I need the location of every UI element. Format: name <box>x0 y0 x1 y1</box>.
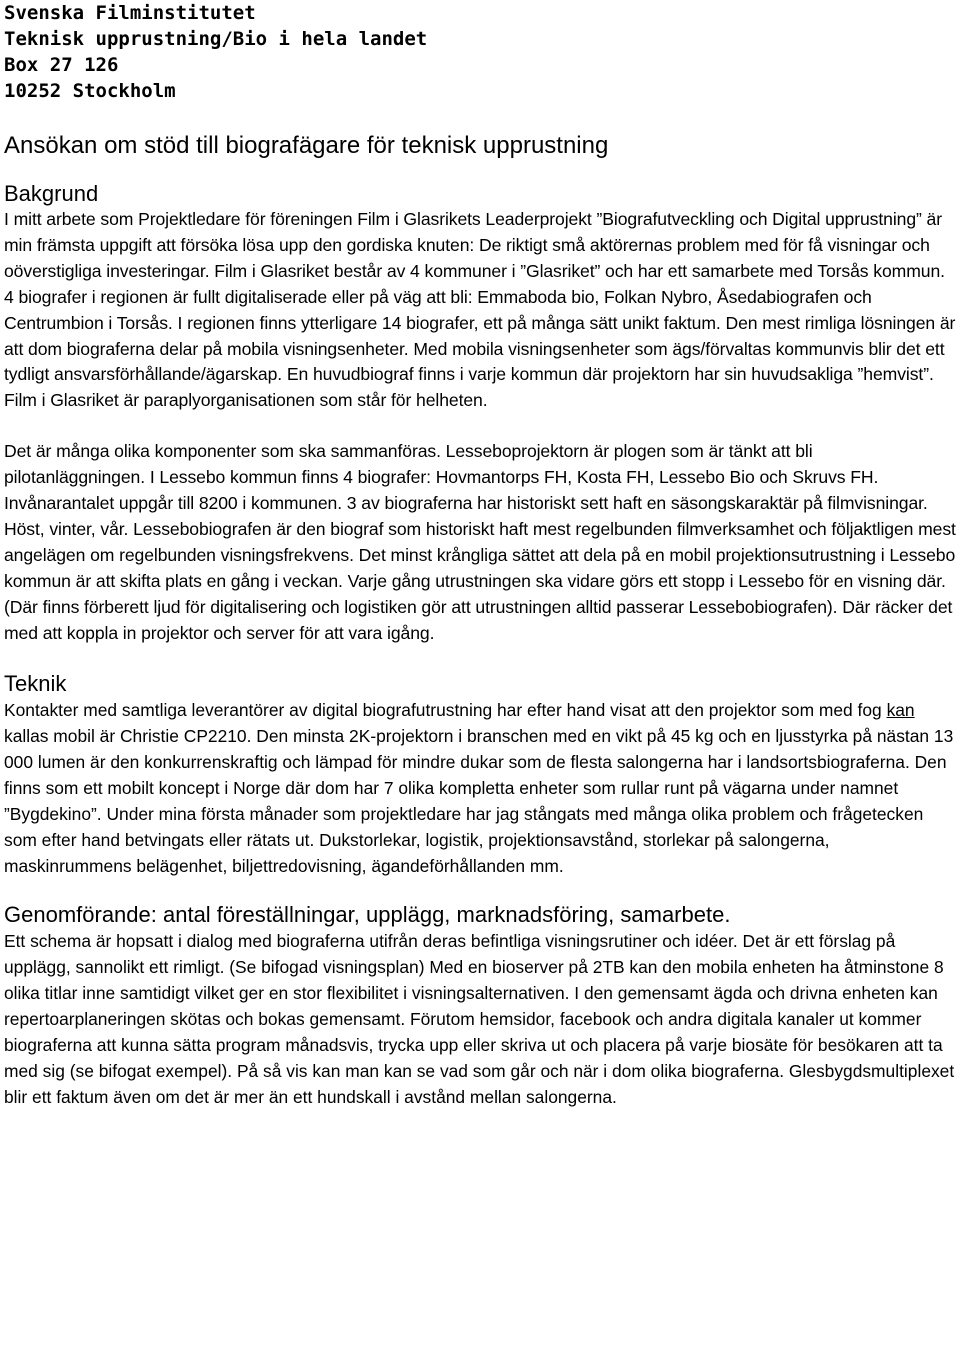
address-line-organization: Svenska Filminstitutet <box>4 2 256 24</box>
teknik-text-part-2: kallas mobil är Christie CP2210. Den minsta 2K-projektorn i branschen med en vikt på 45 kg och en ljusstyrka på nästan 13 000 lumen är den konkurrenskraftig och lämpad för mindre dukar som de flesta salongerna har i landsortsbiograferna. Den finns som ett mobilt koncept i Norge där dom har 7 olika kompletta enheter som rullar runt på vägarna under namnet ”Bygdekino”. Under mina första månader som projektledare har jag stångats med många olika problem och frågetecken som efter hand betvingats eller rätats ut. Dukstorlekar, logistik, projektionsavstånd, storlekar på salongerna, maskinrummens belägenhet, biljettredovisning, ägandeförhållanden mm. <box>4 725 954 876</box>
heading-genomforande: Genomförande: antal föreställningar, upplägg, marknadsföring, samarbete. <box>4 901 731 927</box>
address-line-postal-city: 10252 Stockholm <box>4 80 176 102</box>
bakgrund-paragraph-2: Det är många olika komponenter som ska sammanföras. Lesseboprojektorn är plogen som är tänkt att bli pilotanläggningen. I Lessebo kommun finns 4 biografer: Hovmantorps FH, Kosta FH, Lessebo Bio och Skruvs FH. Invånarantalet uppgår till 8200 i kommunen. 3 av biograferna har historiskt sett haft en säsongskaraktär på filmvisningar. Höst, vinter, vår. Lessebobiografen är den biograf som historiskt haft mest regelbunden filmverksamhet och följaktligen mest angelägen om regelbunden visningsfrekvens. Det minst krångliga sättet att dela på en mobil projektionsutrustning i Lessebo kommun är att skifta plats en gång i veckan. Varje gång utrustningen ska vidare görs ett stopp i Lessebo för en visning där. (Där finns förberett ljud för digitalisering och logistiken gör att utrustningen alltid passerar Lessebobiografen). Där räcker det med att koppla in projektor och server för att vara igång. <box>4 441 956 643</box>
recipient-address <box>4 0 956 104</box>
genomforande-paragraph: Ett schema är hopsatt i dialog med biograferna utifrån deras befintliga visningsrutiner och idéer. Det är ett förslag på upplägg, sannolikt ett rimligt. (Se bifogad visningsplan) Med en bioserver på 2TB kan den mobila enheten ha åtminstone 8 olika titlar inne samtidigt vilket ger en stor flexibilitet i visningsalternativen. I den gemensamt ägda och drivna enheten kan repertoarplaneringen skötas och bokas gemensamt. Förutom hemsidor, facebook och andra digitala kanaler ut kommer biograferna att kunna sätta program månadsvis, trycka upp eller skriva ut och placera på varje biosäte för besökaren att ta med sig (se bifogat exempel). På så vis kan man kan se vad som går och när i dom olika biograferna. Glesbygdsmultiplexet blir ett faktum även om det är mer än ett hundskall i avstånd mellan salongerna. <box>4 930 955 1107</box>
teknik-text-part-1: Kontakter med samtliga leverantörer av digital biografutrustning har efter hand visat att den projektor som med fog <box>4 699 887 720</box>
address-line-box: Box 27 126 <box>4 54 119 76</box>
teknik-paragraph <box>4 697 956 879</box>
bakgrund-paragraph-1: I mitt arbete som Projektledare för föreningen Film i Glasrikets Leaderprojekt ”Biografutveckling och Digital upprustning” är min främsta uppgift att försöka lösa upp den gordiska knuten: De riktigt små aktörernas problem med för få visningar och oöverstigliga investeringar. Film i Glasriket består av 4 kommuner i ”Glasriket” och har ett samarbete med Torsås kommun. 4 biografer i regionen är fullt digitaliserade eller på väg att bli: Emmaboda bio, Folkan Nybro, Åsedabiografen och Centrumbion i Torsås. I regionen finns ytterligare 14 biografer, ett på många sätt unikt faktum. Den mest rimliga lösningen är att dom biograferna delar på mobila visningsenheter. Med mobila visningsenheter som ägs/förvaltas kommunvis blir det ett tydligt ansvarsförhållande/ägarskap. En huvudbiograf finns i varje kommun där projektorn har sin huvudsakliga ”hemvist”. Film i Glasriket är paraplyorganisationen som står för helheten. <box>4 209 956 411</box>
heading-teknik: Teknik <box>4 670 67 696</box>
document-title: Ansökan om stöd till biografägare för teknisk upprustning <box>4 132 609 159</box>
address-line-department: Teknisk upprustning/Bio i hela landet <box>4 28 428 50</box>
document-page <box>4 0 956 1110</box>
heading-bakgrund: Bakgrund <box>4 181 99 206</box>
teknik-underlined-word: kan <box>886 699 915 720</box>
